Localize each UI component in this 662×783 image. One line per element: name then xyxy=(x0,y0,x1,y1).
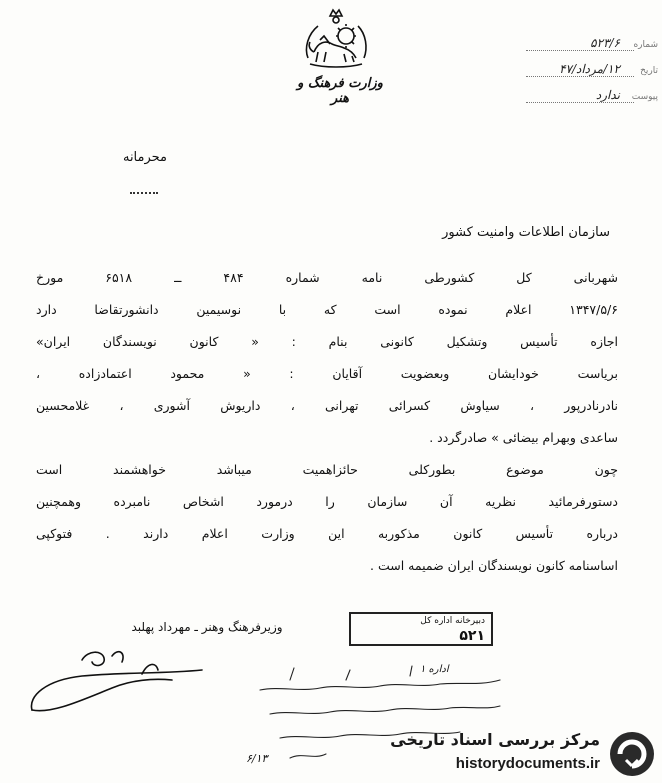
ministry-name: وزارت فرهنگ و هنر xyxy=(297,76,383,106)
letter-body xyxy=(36,262,618,582)
letter-number-row xyxy=(520,34,662,60)
watermark-title: مرکز بررسی اسناد تاریخی xyxy=(390,730,600,749)
attachment-value: ندارد xyxy=(595,88,620,102)
stamp-heading: دبیرخانه اداره کل xyxy=(420,616,485,626)
dotted-line xyxy=(526,102,634,103)
dotted-line xyxy=(526,76,634,77)
body-line: ۱۳۴۷/۵/۶ اعلام نموده است که با نوسیمین دانشورتقاضا دارد xyxy=(36,302,618,317)
number-value: ۵۲۳/۶ xyxy=(590,36,620,50)
body-line: اساسنامه کانون نویسندگان ایران ضمیمه است . xyxy=(370,558,618,573)
dotted-line xyxy=(526,50,634,51)
page-code: ۶/۱۳ xyxy=(246,752,268,765)
letter-attachment-row xyxy=(520,86,662,112)
letter-metadata xyxy=(520,34,662,112)
attachment-label: پیوست xyxy=(631,92,658,102)
body-line: دستورفرمائید نظریه آن سازمان را درمورد اشخاص نامبرده وهمچنین xyxy=(36,494,618,509)
number-label: شماره xyxy=(633,40,658,50)
watermark-url: historydocuments.ir xyxy=(455,755,600,772)
handwritten-note: اداره ۱ xyxy=(420,664,449,675)
date-value: ۱۲/مرداد/۴۷ xyxy=(559,62,620,76)
body-line: بریاست خودایشان وبعضویت آقایان : « محمود اعتمادزاده ، xyxy=(36,366,618,381)
body-line: نادرنادرپور ، سیاوش کسرائی تهرانی ، داریوش آشوری ، غلامحسین xyxy=(36,398,618,413)
classification-label: محرمانه xyxy=(122,150,168,165)
registry-stamp xyxy=(349,612,493,646)
lion-and-sun-emblem-icon xyxy=(300,8,372,72)
body-line: چون موضوع بطورکلی حائزاهمیت میباشد خواهشمند است xyxy=(36,462,618,477)
signature-icon xyxy=(22,640,262,720)
body-line: اجازه تأسیس وتشکیل کانونی بنام : « کانون نویسندگان ایران» xyxy=(36,334,618,349)
letter-date-row xyxy=(520,60,662,86)
body-line: درباره تأسیس کانون مذکوربه این وزارت اعلام دارند . فتوکپی xyxy=(36,526,618,541)
date-label: تاریخ xyxy=(640,66,658,76)
signer-line: وزیرفرهنگ وهنر ـ مهرداد پهلبد xyxy=(131,620,283,634)
body-line: ساعدی وبهرام بیضائی » صادرگردد . xyxy=(429,430,618,445)
classification-dots xyxy=(130,192,158,197)
archive-watermark xyxy=(378,722,662,783)
recipient: سازمان اطلاعات وامنیت کشور xyxy=(442,225,610,240)
body-line: شهربانی کل کشورطی نامه شماره ۴۸۴ ــ ۶۵۱۸ مورخ xyxy=(36,270,618,285)
stamp-number: ۵۲۱ xyxy=(459,628,485,644)
archive-logo-icon xyxy=(608,730,656,778)
